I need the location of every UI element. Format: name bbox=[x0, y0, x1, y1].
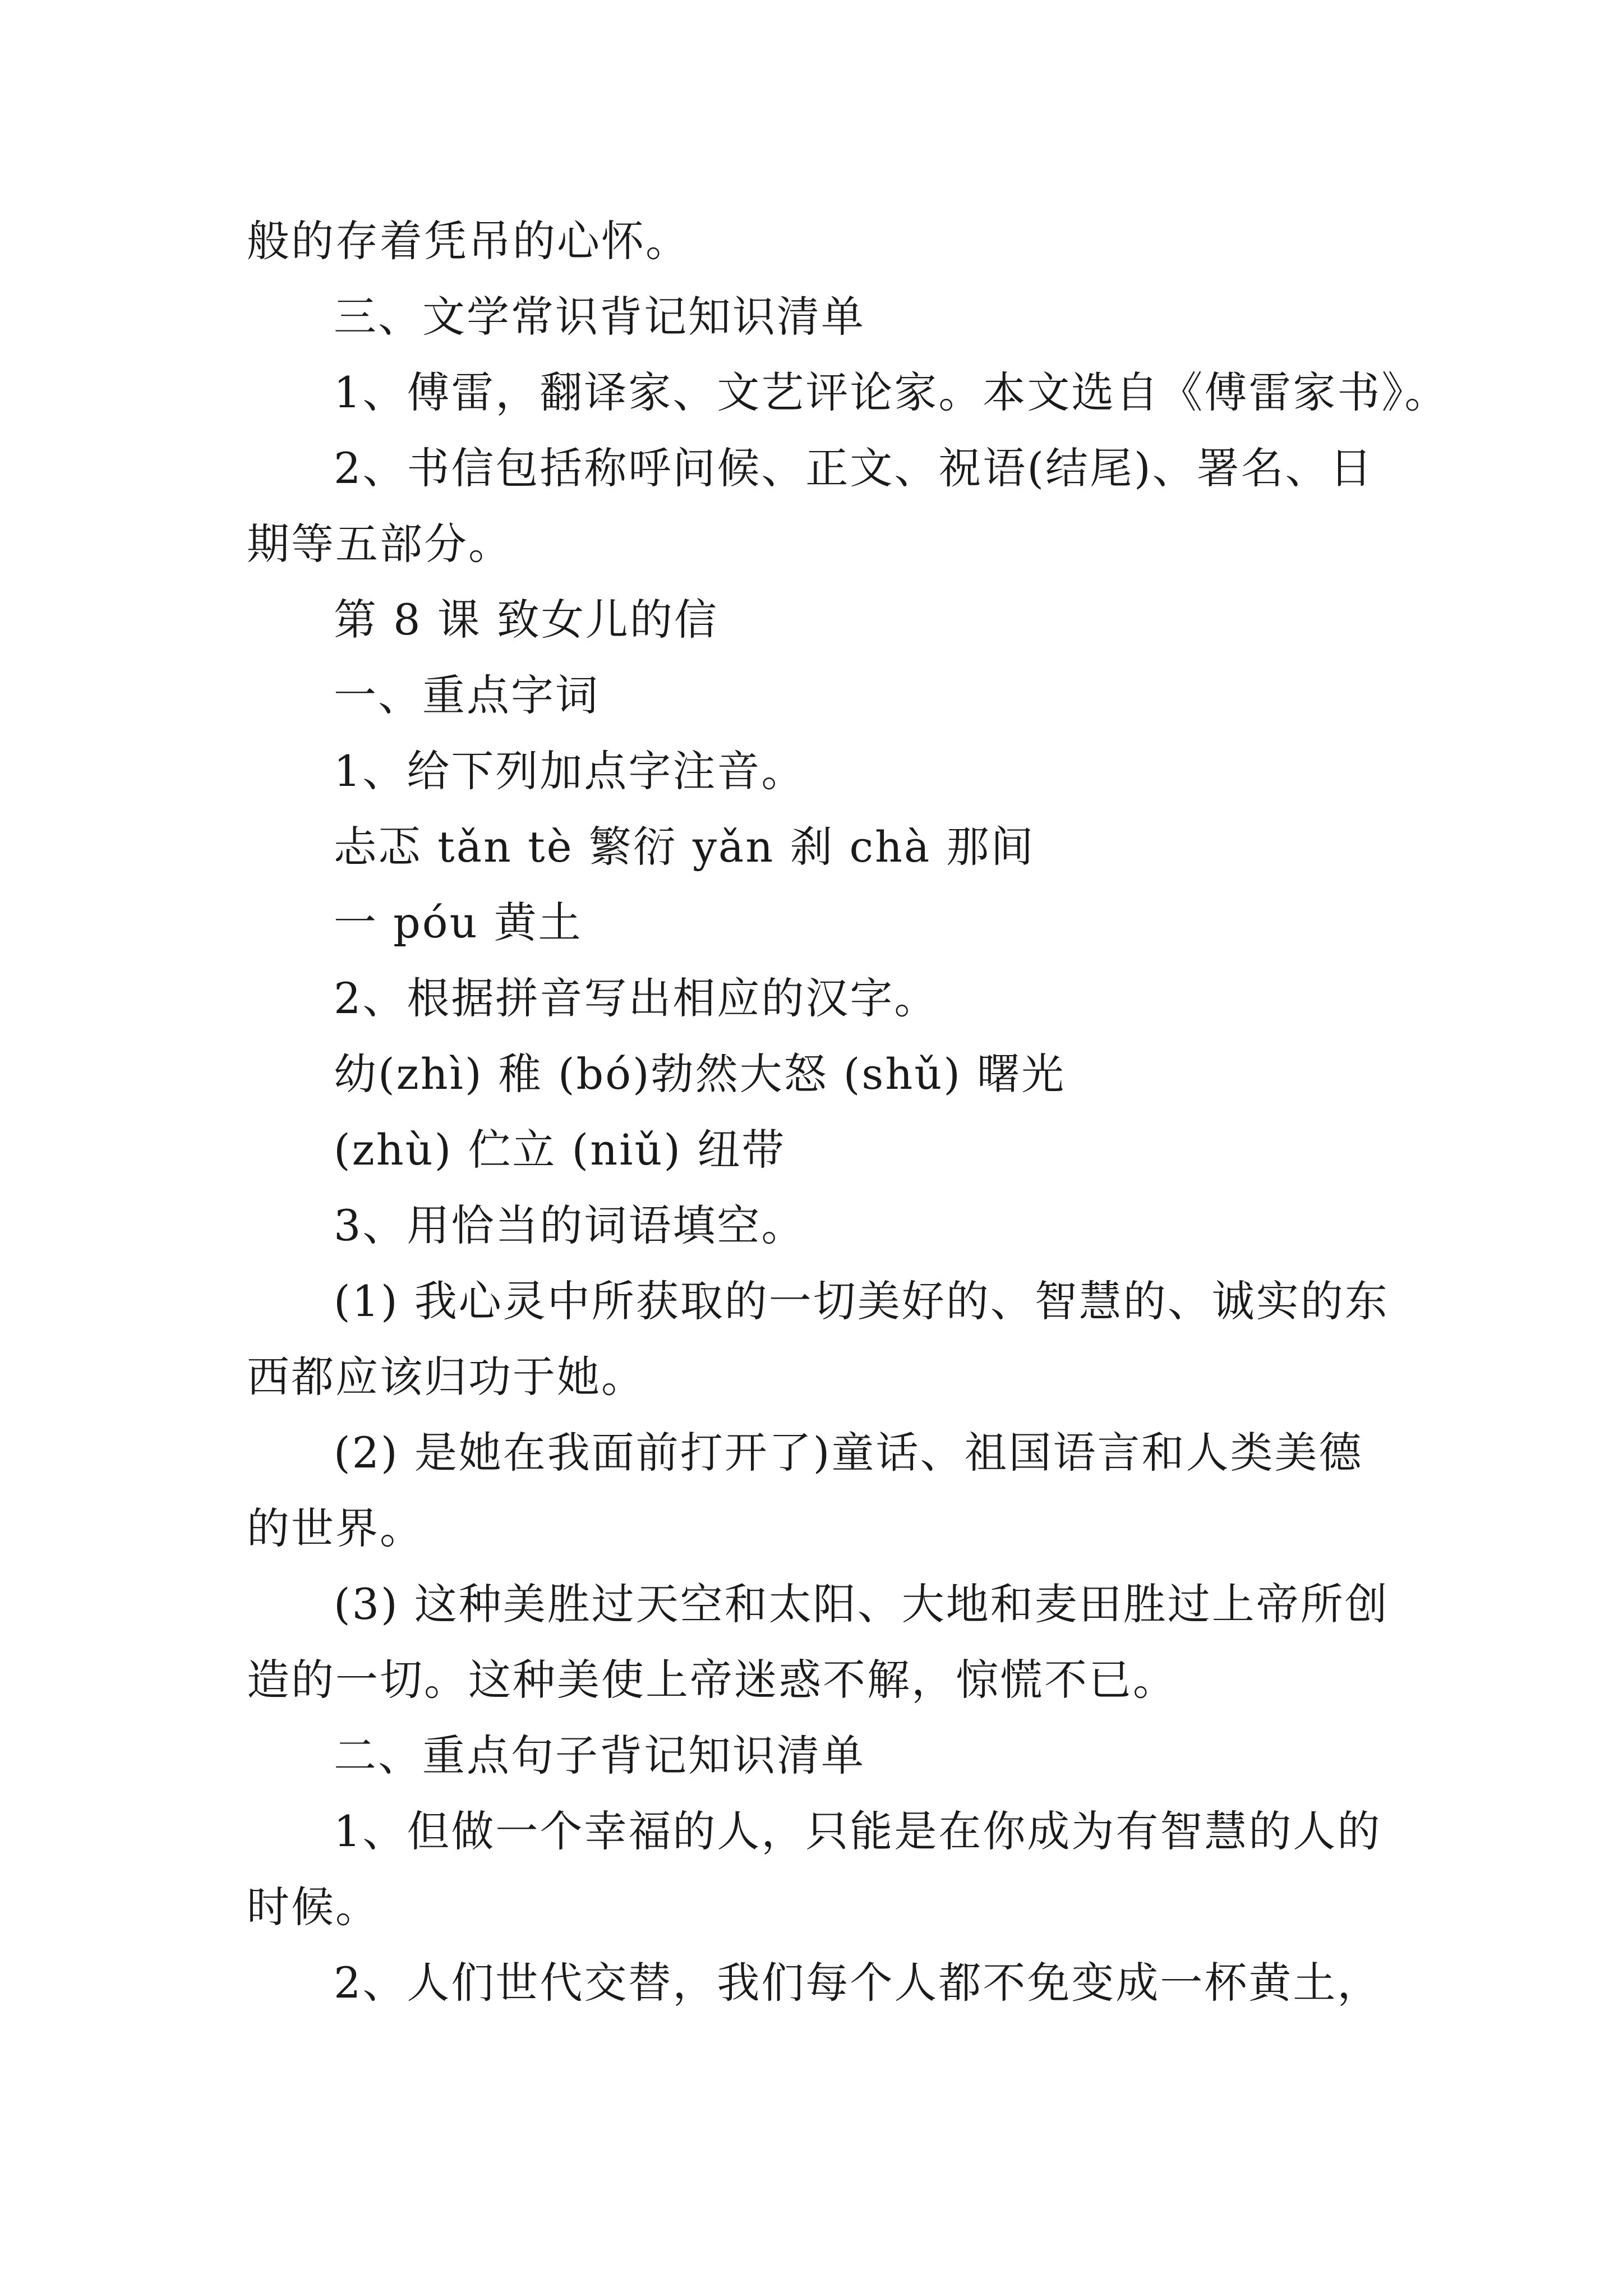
exercise-3-item-2: (2) 是她在我面前打开了)童话、祖国语言和人类美德 bbox=[334, 1428, 1363, 1478]
exercise-2-heading: 2、根据拼音写出相应的汉字。 bbox=[334, 973, 939, 1023]
exercise-2-items: 幼(zhì) 稚 (bó)勃然大怒 (shǔ) 曙光 bbox=[334, 1049, 1066, 1099]
exercise-1-items: 忐忑 tǎn tè 繁衍 yǎn 刹 chà 那间 bbox=[334, 822, 1035, 872]
text-line-continuation: 般的存着凭吊的心怀。 bbox=[247, 216, 690, 266]
text-line-letter-parts: 2、书信包括称呼问候、正文、祝语(结尾)、署名、日 bbox=[334, 443, 1374, 493]
section-heading-key-sentences: 二、重点句子背记知识清单 bbox=[334, 1731, 865, 1780]
exercise-1-heading: 1、给下列加点字注音。 bbox=[334, 746, 806, 796]
text-line-fu-lei: 1、傅雷，翻译家、文艺评论家。本文选自《傅雷家书》。 bbox=[334, 367, 1449, 417]
section-heading-key-words: 一、重点字词 bbox=[334, 670, 600, 720]
sentence-2: 2、人们世代交替，我们每个人都不免变成一杯黄土， bbox=[334, 1958, 1382, 2008]
exercise-3-item-2-cont: 的世界。 bbox=[247, 1503, 424, 1553]
section-heading-literary-knowledge: 三、文学常识背记知识清单 bbox=[334, 292, 865, 342]
exercise-3-item-1: (1) 我心灵中所获取的一切美好的、智慧的、诚实的东 bbox=[334, 1276, 1389, 1326]
exercise-3-item-3-cont: 造的一切。这种美使上帝迷惑不解，惊慌不已。 bbox=[247, 1655, 1177, 1705]
exercise-2-items-cont: (zhù) 伫立 (niǔ) 纽带 bbox=[334, 1125, 786, 1175]
sentence-1: 1、但做一个幸福的人，只能是在你成为有智慧的人的 bbox=[334, 1806, 1382, 1856]
exercise-1-items-cont: 一 póu 黄土 bbox=[334, 898, 583, 947]
lesson-title: 第 8 课 致女儿的信 bbox=[334, 595, 718, 645]
sentence-1-cont: 时候。 bbox=[247, 1882, 380, 1932]
text-line-letter-parts-cont: 期等五部分。 bbox=[247, 519, 513, 569]
exercise-3-item-1-cont: 西都应该归功于她。 bbox=[247, 1352, 645, 1402]
exercise-3-heading: 3、用恰当的词语填空。 bbox=[334, 1200, 806, 1250]
exercise-3-item-3: (3) 这种美胜过天空和太阳、大地和麦田胜过上帝所创 bbox=[334, 1579, 1389, 1629]
